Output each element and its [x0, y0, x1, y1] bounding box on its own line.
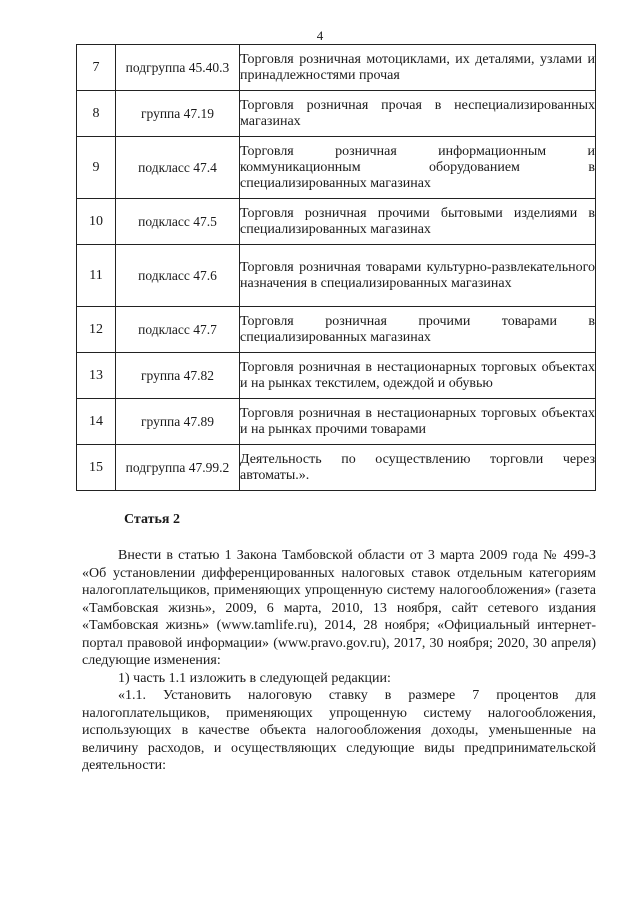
okved-code: подкласс 47.5: [116, 199, 240, 245]
okved-code: подгруппа 45.40.3: [116, 45, 240, 91]
okved-code: подкласс 47.4: [116, 137, 240, 199]
activity-description: Торговля розничная информационным и коммуникационным оборудованием в специализированных магазинах: [240, 137, 596, 199]
okved-code: подкласс 47.7: [116, 307, 240, 353]
okved-code: группа 47.89: [116, 399, 240, 445]
activity-description: Торговля розничная в нестационарных торговых объектах и на рынках прочими товарами: [240, 399, 596, 445]
row-number: 7: [77, 45, 116, 91]
row-number: 10: [77, 199, 116, 245]
article-heading: Статья 2: [124, 512, 180, 527]
table-row: [77, 45, 596, 91]
row-number: 12: [77, 307, 116, 353]
row-number: 8: [77, 91, 116, 137]
activity-description: Деятельность по осуществлению торговли через автоматы.».: [240, 445, 596, 491]
table-row: [77, 245, 596, 307]
table-row: [77, 137, 596, 199]
okved-code: подгруппа 47.99.2: [116, 445, 240, 491]
table-row: [77, 91, 596, 137]
row-number: 11: [77, 245, 116, 307]
table-row: [77, 399, 596, 445]
okved-code: группа 47.19: [116, 91, 240, 137]
amendment-item-paragraph: 1) часть 1.1 изложить в следующей редакции:: [118, 670, 391, 686]
activity-description: Торговля розничная прочими товарами в специализированных магазинах: [240, 307, 596, 353]
okved-code: подкласс 47.6: [116, 245, 240, 307]
article-body: [82, 547, 596, 775]
row-number: 14: [77, 399, 116, 445]
activity-description: Торговля розничная мотоциклами, их деталями, узлами и принадлежностями прочая: [240, 45, 596, 91]
okved-code: группа 47.82: [116, 353, 240, 399]
activity-codes-table: [76, 44, 596, 491]
row-number: 13: [77, 353, 116, 399]
activity-description: Торговля розничная в нестационарных торговых объектах и на рынках текстилем, одеждой и обувью: [240, 353, 596, 399]
activity-description: Торговля розничная товарами культурно-развлекательного назначения в специализированных магазинах: [240, 245, 596, 307]
activity-description: Торговля розничная прочая в неспециализированных магазинах: [240, 91, 596, 137]
amendment-intro-paragraph: Внести в статью 1 Закона Тамбовской области от 3 марта 2009 года № 499-З «Об установлении дифференцированных налоговых ставок отдельным категориям налогоплательщиков, применяющих упрощенную систему налогообложения» (газета «Тамбовская жизнь», 2009, 6 марта, 2010, 13 ноября, сайт сетевого издания «Тамбовская жизнь» (www.tamlife.ru), 2014, 28 ноября; «Официальный интернет-портал правовой информации» (www.pravo.gov.ru), 2017, 30 ноября; 2020, 30 апреля) следующие изменения:: [82, 548, 596, 668]
table-row: [77, 307, 596, 353]
page-number: 4: [316, 28, 324, 43]
table-row: [77, 445, 596, 491]
table-row: [77, 199, 596, 245]
row-number: 15: [77, 445, 116, 491]
amendment-text-paragraph: «1.1. Установить налоговую ставку в размере 7 процентов для налогоплательщиков, применяющих упрощенную систему налогообложения, использующих в качестве объекта налогообложения доходы, уменьшенные на величину расходов, и осуществляющих следующие виды предпринимательской деятельности:: [82, 688, 596, 773]
activity-description: Торговля розничная прочими бытовыми изделиями в специализированных магазинах: [240, 199, 596, 245]
row-number: 9: [77, 137, 116, 199]
table-row: [77, 353, 596, 399]
